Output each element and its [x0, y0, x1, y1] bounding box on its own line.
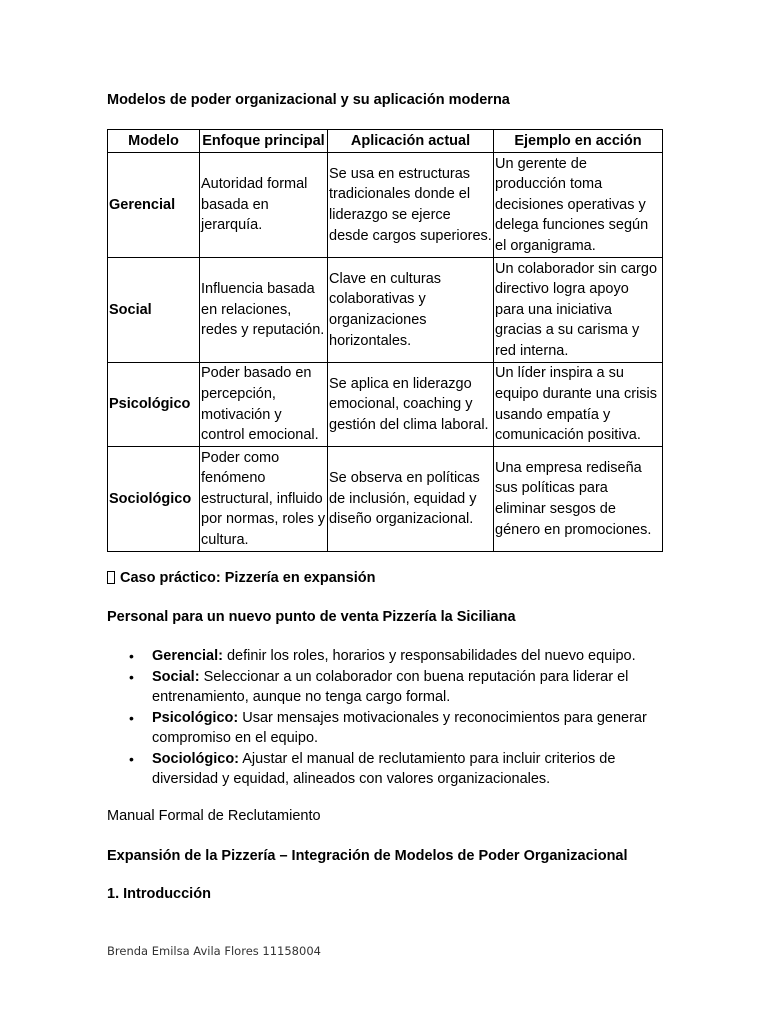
models-table [107, 129, 663, 552]
document-title: Modelos de poder organizacional y su aplicación moderna [107, 92, 510, 108]
missing-glyph-icon [107, 571, 115, 584]
row-focus: Poder como fenómeno estructural, influido por normas, roles y cultura. [200, 447, 328, 552]
row-model: Social [108, 258, 200, 363]
case-study-title: Caso práctico: Pizzería en expansión [120, 570, 376, 586]
table-row [108, 363, 663, 447]
row-model: Sociológico [108, 447, 200, 552]
row-application: Se aplica en liderazgo emocional, coaching y gestión del clima laboral. [328, 363, 494, 447]
row-focus: Influencia basada en relaciones, redes y reputación. [200, 258, 328, 363]
table-row [108, 258, 663, 363]
row-example: Un líder inspira a su equipo durante una crisis usando empatía y comunicación positiva. [494, 363, 663, 447]
table-header-row [108, 130, 663, 153]
header-aplicacion: Aplicación actual [328, 130, 494, 153]
row-focus: Poder basado en percepción, motivación y control emocional. [200, 363, 328, 447]
bullet-icon: • [129, 648, 134, 664]
manual-title: Manual Formal de Reclutamiento [107, 808, 321, 824]
bullet-icon: • [129, 709, 134, 726]
case-bullet-list [107, 646, 657, 790]
table-row [108, 447, 663, 552]
row-application: Se observa en políticas de inclusión, equidad y diseño organizacional. [328, 447, 494, 552]
bullet-icon: • [129, 750, 134, 767]
row-example: Una empresa rediseña sus políticas para eliminar sesgos de género en promociones. [494, 447, 663, 552]
page-footer: Brenda Emilsa Avila Flores 11158004 [107, 944, 321, 958]
bullet-text: Usar mensajes motivacionales y reconocimientos para generar compromiso en el equipo. [152, 709, 647, 746]
case-study-heading [107, 570, 375, 586]
bullet-text: Seleccionar a un colaborador con buena reputación para liderar el entrenamiento, aunque no tenga cargo formal. [152, 668, 629, 705]
bullet-icon: • [129, 668, 134, 685]
row-focus: Autoridad formal basada en jerarquía. [200, 153, 328, 258]
bullet-label: Psicológico: [152, 709, 239, 726]
list-item [107, 708, 657, 749]
expansion-heading: Expansión de la Pizzería – Integración de Modelos de Poder Organizacional [107, 848, 628, 864]
bullet-label: Social: [152, 668, 200, 685]
case-subtitle: Personal para un nuevo punto de venta Pizzería la Siciliana [107, 609, 516, 625]
list-item [107, 749, 657, 790]
row-example: Un colaborador sin cargo directivo logra apoyo para una iniciativa gracias a su carisma y red interna. [494, 258, 663, 363]
table-row [108, 153, 663, 258]
bullet-text: definir los roles, horarios y responsabilidades del nuevo equipo. [226, 648, 636, 664]
list-item [107, 646, 657, 667]
header-enfoque: Enfoque principal [200, 130, 328, 153]
row-application: Clave en culturas colaborativas y organizaciones horizontales. [328, 258, 494, 363]
row-model: Gerencial [108, 153, 200, 258]
list-item [107, 667, 657, 708]
bullet-text: Ajustar el manual de reclutamiento para incluir criterios de diversidad y equidad, alineados con valores organizacionales. [152, 750, 616, 787]
header-ejemplo: Ejemplo en acción [494, 130, 663, 153]
introduction-heading: 1. Introducción [107, 886, 211, 902]
row-model: Psicológico [108, 363, 200, 447]
header-modelo: Modelo [108, 130, 200, 153]
bullet-label: Sociológico: [152, 750, 239, 767]
row-example: Un gerente de producción toma decisiones operativas y delega funciones según el organigrama. [494, 153, 663, 258]
bullet-label: Gerencial: [152, 648, 223, 664]
row-application: Se usa en estructuras tradicionales donde el liderazgo se ejerce desde cargos superiores. [328, 153, 494, 258]
